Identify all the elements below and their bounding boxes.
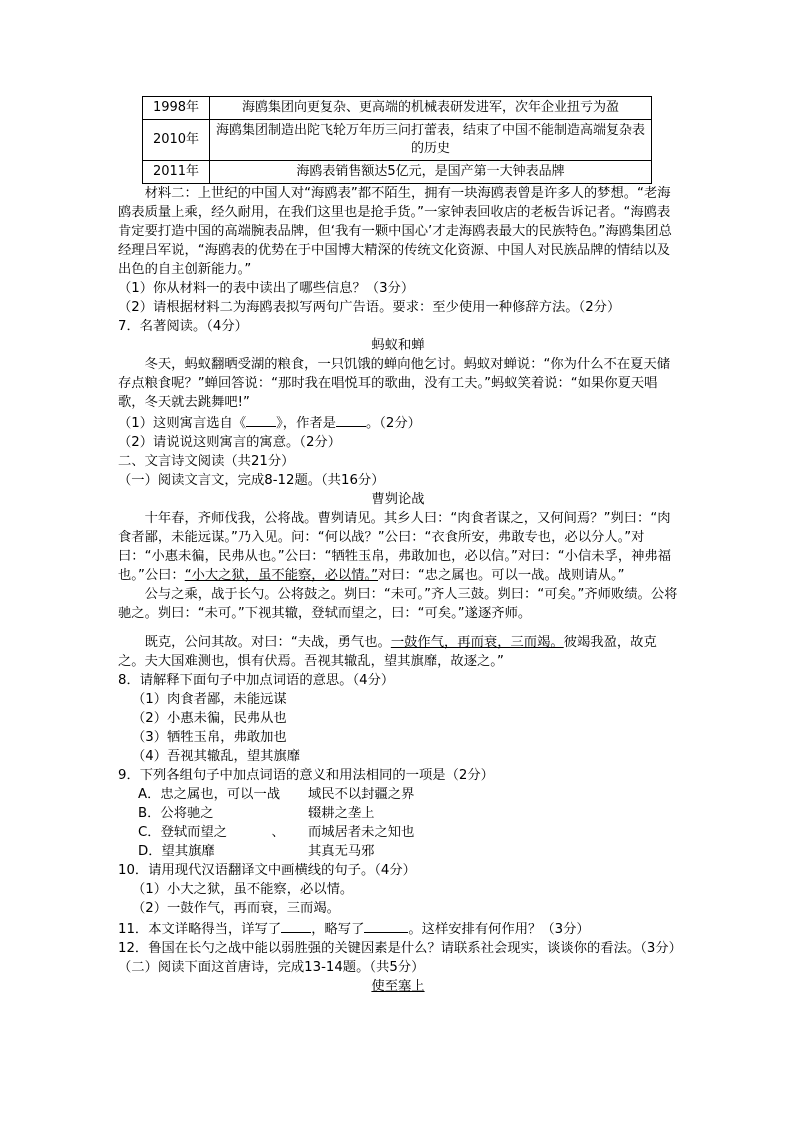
question-7-2: （2）请说说这则寓言的寓意。（2分） xyxy=(118,435,342,450)
material-two: 材料二：上世纪的中国人对“海鸥表”都不陌生，拥有一块海鸥表曾是许多人的梦想。“老海鸥表质量上乘，经久耐用，在我们这里也是抢手货。”一家钟表回收店的老板告诉记者。“海鸥表肯定要打造中国的高端腕表品牌，但‘我有一颗中国心’才走海鸥表最大的民族特色。”海鸥集团总经理吕军说，“海鸥表的优势在于中国博大精深的传统文化资源、中国人对民族品牌的情结以及出色的自主创新能力。” xyxy=(118,186,672,277)
question-8-item: （1）肉食者鄙，未能远谋 xyxy=(132,692,287,707)
question-6-1: （1）你从材料一的表中读出了哪些信息？（3分） xyxy=(118,281,415,296)
question-7-1-part-c: 。（2分） xyxy=(365,416,421,431)
table-year: 2010年 xyxy=(143,120,210,161)
exam-page xyxy=(118,96,682,996)
timeline-table xyxy=(142,96,652,184)
underlined-sentence: “小大之狱，虽不能察，必以情。” xyxy=(184,568,379,583)
question-8-item: （2）小惠未徧，民弗从也 xyxy=(132,711,287,726)
question-7-1-part-a: （1）这则寓言选自《 xyxy=(118,416,247,431)
classical-title: 曹刿论战 xyxy=(371,492,425,507)
question-9-option: C．登轼而望之 、 而城居者未之知也 xyxy=(138,825,415,840)
question-11: 11．本文详略得当，详写了 ，略写了 。这样安排有何作用？（3分） xyxy=(118,918,678,939)
question-12: 12．鲁国在长勺之战中能以弱胜强的关键因素是什么？请联系社会现实，谈谈你的看法。（3分） xyxy=(118,941,682,956)
question-6-2: （2）请根据材料二为海鸥表拟写两句广告语。要求：至少使用一种修辞方法。（2分） xyxy=(118,300,621,315)
answer-blank[interactable] xyxy=(364,918,408,933)
question-8-item: （4）吾视其辙乱，望其旗靡 xyxy=(132,749,301,764)
table-year: 2011年 xyxy=(143,161,210,184)
poem-title: 使至塞上 xyxy=(371,979,425,994)
table-year: 1998年 xyxy=(143,97,210,120)
fable-text: 冬天，蚂蚁翻晒受湖的粮食，一只饥饿的蝉向他乞讨。蚂蚁对蝉说：“你为什么不在夏天储存点粮食呢？”蝉回答说：“那时我在唱悦耳的歌曲，没有工夫。”蚂蚁笑着说：“如果你夏天唱歌，冬天就去跳舞吧!” xyxy=(118,357,671,410)
question-10-item: （2）一鼓作气，再而衰，三而竭。 xyxy=(132,901,340,916)
classical-paragraph-2: 公与之乘，战于长勺。公将鼓之。刿曰：“未可。”齐人三鼓。刿曰：“可矣。”齐师败绩。公将驰之。刿曰：“未可。”下视其辙，登轼而望之，曰：“可矣。”遂逐齐师。 xyxy=(118,587,678,621)
question-10-item: （1）小大之狱，虽不能察，必以情。 xyxy=(132,882,354,897)
classical-text: 十年春，齐师伐我，公将战。曹刿请见。其乡人曰：“肉食者谋之，又何间焉？”刿曰：“肉食者鄙，未能远谋。”乃入见。问：“何以战？”公曰：“衣食所安，弗敢专也，必以分人。”对曰：“小惠未徧，民弗从也。”公曰：“牺牲玉帛，弗敢加也，必以信。”对曰：“小信未孚，神弗福也。”公曰： xyxy=(118,511,672,583)
answer-blank[interactable] xyxy=(281,918,311,933)
classical-paragraph-1 xyxy=(118,509,678,585)
spacer xyxy=(118,623,678,633)
question-8: 8．请解释下面句子中加点词语的意思。（4分） xyxy=(118,673,395,688)
classical-text: 彼竭我盈，故克之。夫大国难测也，惧有伏焉。吾视其辙乱，望其旗靡，故逐之。” xyxy=(118,635,657,669)
classical-text: 对曰：“忠之属也。可以一战。战则请从。” xyxy=(378,568,625,583)
table-event: 海鸥集团制造出陀飞轮万年历三问打蕾表，结束了中国不能制造高端复杂表的历史 xyxy=(210,120,652,161)
question-9-option: A．忠之属也，可以一战 域民不以封疆之界 xyxy=(138,787,415,802)
question-9: 9．下列各组句子中加点词语的意义和用法相同的一项是（2分） xyxy=(118,768,494,783)
table-event: 海鸥表销售额达5亿元，是国产第一大钟表品牌 xyxy=(210,161,652,184)
section-heading: 二、文言诗文阅读（共21分） xyxy=(118,454,295,469)
table-row xyxy=(143,120,652,161)
question-7-1-part-b: 》，作者是 xyxy=(276,416,336,431)
subsection-heading: （二）阅读下面这首唐诗，完成13-14题。（共5分） xyxy=(118,960,425,975)
table-event: 海鸥集团向更复杂、更高端的机械表研发进军，次年企业扭亏为盈 xyxy=(210,97,652,120)
question-9-option: D．望其旗靡 其真无马邪 xyxy=(138,844,375,859)
question-7-1 xyxy=(118,412,678,433)
classical-paragraph-3 xyxy=(118,633,678,671)
question-7: 7．名著阅读。（4分） xyxy=(118,319,248,334)
subsection-heading: （一）阅读文言文，完成8-12题。（共16分） xyxy=(118,473,385,488)
question-9-option: B．公将驰之 辍耕之垄上 xyxy=(138,806,375,821)
fable-title: 蚂蚁和蝉 xyxy=(371,338,425,353)
answer-blank[interactable] xyxy=(246,412,276,427)
underlined-sentence: 一鼓作气，再而衰，三而竭。 xyxy=(390,635,564,650)
question-8-item: （3）牺牲玉帛，弗敢加也 xyxy=(132,730,287,745)
question-10: 10．请用现代汉语翻译文中画横线的句子。（4分） xyxy=(118,863,416,878)
table-row xyxy=(143,161,652,184)
classical-text: 既克，公问其故。对曰：“夫战，勇气也。 xyxy=(144,635,391,650)
answer-blank[interactable] xyxy=(336,412,366,427)
table-row xyxy=(143,97,652,120)
